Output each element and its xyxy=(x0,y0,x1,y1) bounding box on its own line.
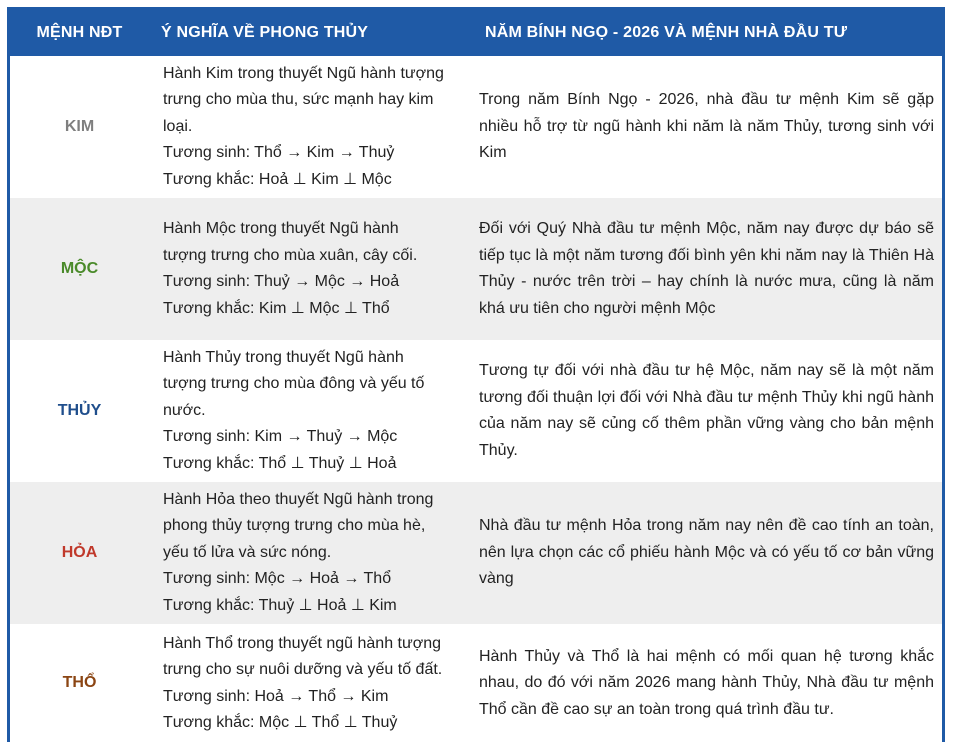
year-text: Trong năm Bính Ngọ - 2026, nhà đầu tư mệnh Kim sẽ gặp nhiều hỗ trợ từ ngũ hành khi năm là năm Thủy, tương sinh với Kim xyxy=(479,91,934,162)
year-cell xyxy=(473,56,942,198)
meaning-line: Tương sinh: Mộc → Hoả → Thổ xyxy=(163,570,392,588)
element-name-kim: KIM xyxy=(10,56,149,198)
meaning-cell xyxy=(149,198,473,340)
table-header-row xyxy=(10,10,942,56)
meaning-line: Tương khắc: Kim ⊥ Mộc ⊥ Thổ xyxy=(163,299,390,317)
meaning-line: nước. xyxy=(163,401,206,419)
meaning-cell xyxy=(149,624,473,743)
year-text: Đối với Quý Nhà đầu tư mệnh Mộc, năm nay được dự báo sẽ tiếp tục là một năm tương đối bình yên khi năm nay là Thiên Hà Thủy - nước trên trời – hay chính là nước mưa, cũng là năm khá ưu tiên cho người mệnh Mộc xyxy=(479,220,934,317)
table-row xyxy=(10,482,942,624)
table-row xyxy=(10,198,942,340)
meaning-line: Tương sinh: Thổ → Kim → Thuỷ xyxy=(163,144,395,162)
meaning-line: trưng cho mùa thu, sức mạnh hay kim xyxy=(163,91,434,109)
meaning-line: Tương khắc: Mộc ⊥ Thổ ⊥ Thuỷ xyxy=(163,714,398,731)
element-name-tho: THỔ xyxy=(10,624,149,743)
meaning-line: Tương khắc: Hoả ⊥ Kim ⊥ Mộc xyxy=(163,170,392,188)
meaning-line: Tương khắc: Thổ ⊥ Thuỷ ⊥ Hoả xyxy=(163,454,397,472)
meaning-cell xyxy=(149,482,473,624)
header-year: NĂM BÍNH NGỌ - 2026 VÀ MỆNH NHÀ ĐẦU TƯ xyxy=(473,10,942,56)
meaning-line: Tương sinh: Hoả → Thổ → Kim xyxy=(163,687,389,705)
element-name-hoa: HỎA xyxy=(10,482,149,624)
meaning-cell xyxy=(149,340,473,482)
year-cell xyxy=(473,624,942,743)
feng-shui-table-frame xyxy=(7,7,945,742)
meaning-line: Hành Kim trong thuyết Ngũ hành tượng xyxy=(163,64,444,82)
year-text: Hành Thủy và Thổ là hai mệnh có mối quan hệ tương khắc nhau, do đó với năm 2026 mang hành Thủy, Nhà đầu tư mệnh Thổ cần đề cao sự an toàn trong quá trình đầu tư. xyxy=(479,647,934,718)
element-name-thuy: THỦY xyxy=(10,340,149,482)
year-text: Tương tự đối với nhà đầu tư hệ Mộc, năm nay sẽ là một năm tương đối thuận lợi đối với Nhà đầu tư mệnh Thủy khi ngũ hành của năm nay sẽ củng cố thêm phần vững vàng cho bản mệnh Thủy. xyxy=(479,362,934,459)
meaning-cell xyxy=(149,56,473,198)
meaning-line: Hành Mộc trong thuyết Ngũ hành xyxy=(163,220,399,237)
table-row xyxy=(10,624,942,743)
year-cell xyxy=(473,340,942,482)
meaning-line: loại. xyxy=(163,117,193,135)
meaning-line: Hành Thủy trong thuyết Ngũ hành xyxy=(163,348,404,366)
meaning-line: Tương sinh: Kim → Thuỷ → Mộc xyxy=(163,428,398,446)
meaning-line: phong thủy tượng trưng cho mùa hè, xyxy=(163,517,426,535)
header-element: MỆNH NĐT xyxy=(10,10,149,56)
meaning-line: trưng cho sự nuôi dưỡng và yếu tố đất. xyxy=(163,661,443,678)
element-name-moc: MỘC xyxy=(10,198,149,340)
meaning-line: yếu tố lửa và sức nóng. xyxy=(163,543,332,561)
table-row xyxy=(10,340,942,482)
year-cell xyxy=(473,198,942,340)
year-cell xyxy=(473,482,942,624)
year-text: Nhà đầu tư mệnh Hỏa trong năm nay nên đề cao tính an toàn, nên lựa chọn các cổ phiếu hành Mộc và có yếu tố cơ bản vững vàng xyxy=(479,517,934,588)
meaning-line: Tương khắc: Thuỷ ⊥ Hoả ⊥ Kim xyxy=(163,596,397,614)
meaning-line: Hành Hỏa theo thuyết Ngũ hành trong xyxy=(163,490,434,508)
table-row xyxy=(10,56,942,198)
meaning-line: tượng trưng cho mùa đông và yếu tố xyxy=(163,375,425,393)
header-meaning: Ý NGHĨA VỀ PHONG THỦY xyxy=(149,10,473,56)
meaning-line: Tương sinh: Thuỷ → Mộc → Hoả xyxy=(163,273,400,290)
meaning-line: tượng trưng cho mùa xuân, cây cối. xyxy=(163,246,418,264)
meaning-line: Hành Thổ trong thuyết ngũ hành tượng xyxy=(163,634,441,652)
feng-shui-table xyxy=(10,10,942,743)
